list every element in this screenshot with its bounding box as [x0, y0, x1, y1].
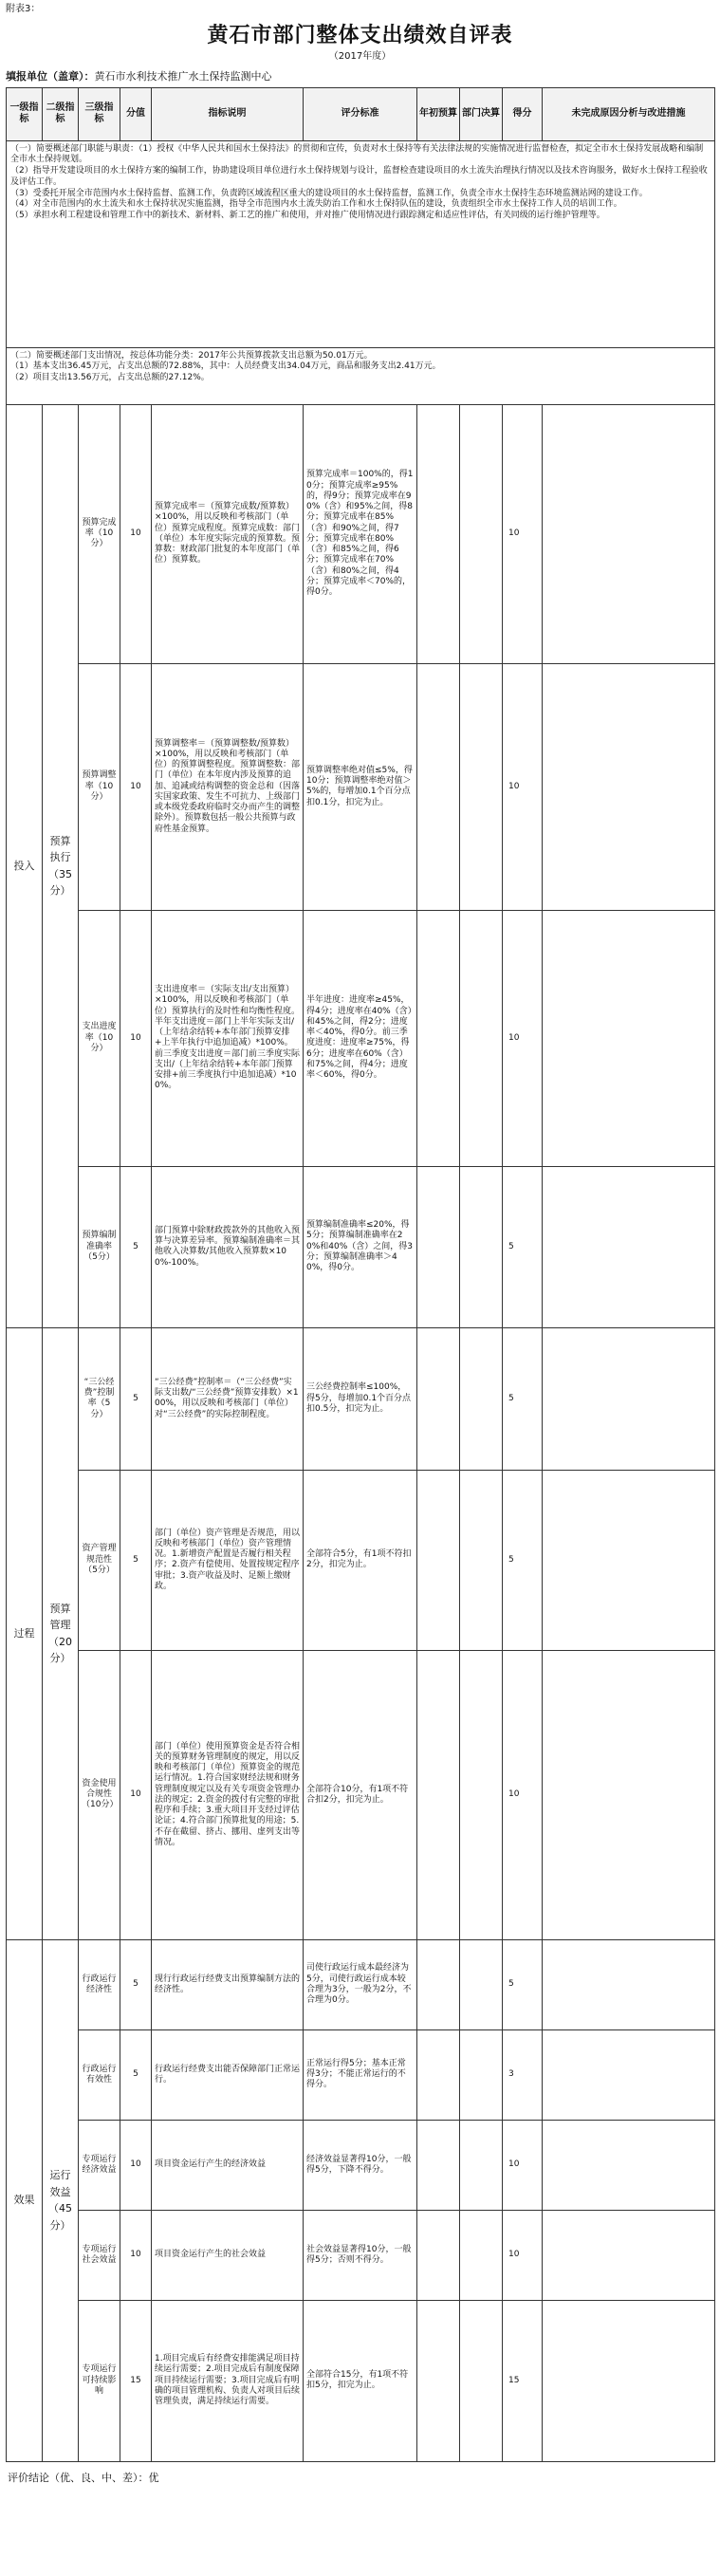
evaluation-table — [6, 87, 715, 2462]
analysis-cell — [543, 1470, 715, 1650]
indicator-name: 预算完成率（10分） — [79, 404, 120, 663]
final-account-cell — [460, 910, 503, 1166]
analysis-cell — [543, 2120, 715, 2210]
indicator-name: 专项运行可持续影响 — [79, 2300, 120, 2461]
final-account-cell — [460, 1939, 503, 2029]
indicator-name: 行政运行有效性 — [79, 2029, 120, 2120]
indicator-name: 资产管理规范性（5分） — [79, 1470, 120, 1650]
table-row — [7, 1470, 715, 1650]
indicator-score: 5 — [120, 1470, 152, 1650]
indicator-score: 5 — [120, 1327, 152, 1470]
initial-budget-cell — [417, 1939, 460, 2029]
indicator-score: 10 — [120, 910, 152, 1166]
table-row — [7, 1327, 715, 1470]
final-account-cell — [460, 2029, 503, 2120]
header-final-account: 部门决算 — [460, 87, 503, 140]
indicator-score: 10 — [120, 2210, 152, 2300]
scoring-standard: 半年进度：进度率≥45%，得4分；进度率在40%（含）和45%之间，得2分；进度率＜40%，得0分。前三季度进度：进度率≥75%，得6分；进度率在60%（含）和75%之间，得4分；进度率＜60%，得0分。 — [304, 910, 417, 1166]
scoring-standard: 司使行政运行成本最经济为5分，司使行政运行成本较合理为3分，一般为2分，不合理为0分。 — [304, 1939, 417, 2029]
indicator-description: 1.项目完成后有经费安排能满足项目持续运行需要；2.项目完成后有制度保障项目持续运行需要；3.项目完成后有明确的项目管理机构、负责人对项目后续管理负责，满足持续运行需要。 — [152, 2300, 304, 2461]
indicator-description: 部门（单位）使用预算资金是否符合相关的预算财务管理制度的规定，用以反映和考核部门（单位）预算资金的规范运行情况。1.符合国家财经法规和财务管理制度规定以及有关专项资金管理办法的规定；2.资金的拨付有完整的审批程序和手续；3.重大项目开支经过评估论证；4.符合部门预算批复的用途；5.不存在截留、挤占、挪用、虚列支出等情况。 — [152, 1650, 304, 1939]
final-account-cell — [460, 663, 503, 910]
final-account-cell — [460, 1327, 503, 1470]
initial-budget-cell — [417, 2029, 460, 2120]
final-account-cell — [460, 404, 503, 663]
budget-line: （二）简要概述部门支出情况，按总体功能分类：2017年公共预算拨款支出总额为50.01万元。 — [10, 350, 373, 361]
indicator-name: 支出进度率（10分） — [79, 910, 120, 1166]
final-account-cell — [460, 2120, 503, 2210]
table-row — [7, 2300, 715, 2461]
result-score: 10 — [503, 1650, 543, 1939]
scoring-standard: 全部符合15分，有1项不符扣5分，扣完为止。 — [304, 2300, 417, 2461]
final-account-cell — [460, 1650, 503, 1939]
reporting-unit-value: 黄石市水利技术推广水土保持监测中心 — [94, 70, 272, 83]
indicator-score: 5 — [120, 2029, 152, 2120]
result-score: 3 — [503, 2029, 543, 2120]
duties-line: （4）对全市范围内的水土流失和水土保持状况实施监测，指导全市范围内水土流失防治工作和水土保持队伍的建设，负责组织全市水土保持工作人员的培训工作。 — [10, 199, 622, 210]
indicator-description: 预算调整率＝（预算调整数/预算数）×100%，用以反映和考核部门（单位）的预算调整程度。预算调整数：部门（单位）在本年度内涉及预算的追加、追减或结构调整的资金总和（因落实国家政策、发生不可抗力、上级部门或本级党委政府临时交办而产生的调整除外）。预算数包括一般公共预算与政府性基金预算。 — [152, 663, 304, 910]
final-account-cell — [460, 1470, 503, 1650]
table-row — [7, 2029, 715, 2120]
analysis-cell — [543, 404, 715, 663]
result-score: 5 — [503, 1166, 543, 1327]
initial-budget-cell — [417, 1166, 460, 1327]
initial-budget-cell — [417, 1327, 460, 1470]
scoring-standard: 三公经费控制率≤100%，得5分，每增加0.1个百分点扣0.5分，扣完为止。 — [304, 1327, 417, 1470]
indicator-name: 行政运行经济性 — [79, 1939, 120, 2029]
page-title: 黄石市部门整体支出绩效自评表 — [207, 23, 513, 47]
reporting-unit-label: 填报单位（盖章）： — [6, 70, 95, 83]
scoring-standard: 预算编制准确率≤20%，得5分；预算编制准确率在20%和40%（含）之间，得3分；预算编制准确率＞40%，得0分。 — [304, 1166, 417, 1327]
result-score: 10 — [503, 2210, 543, 2300]
level2-operating-benefit: 运行效益（45分） — [43, 1939, 79, 2461]
initial-budget-cell — [417, 404, 460, 663]
analysis-cell — [543, 1327, 715, 1470]
table-header-row — [7, 87, 715, 140]
report-year: （2017年度） — [328, 50, 392, 62]
duties-line: （一）简要概述部门职能与职责：（1）授权《中华人民共和国水土保持法》的贯彻和宣传，负责对水土保持等有关法律法规的实施情况进行监督检查，拟定全市水土保持发展战略和编制全市水土保持规划。 — [10, 143, 704, 165]
table-row — [7, 1939, 715, 2029]
initial-budget-cell — [417, 1650, 460, 1939]
initial-budget-cell — [417, 910, 460, 1166]
indicator-description: 项目资金运行产生的社会效益 — [152, 2210, 304, 2300]
indicator-description: 现行行政运行经费支出预算编制方法的经济性。 — [152, 1939, 304, 2029]
indicator-score: 10 — [120, 404, 152, 663]
result-score: 10 — [503, 2120, 543, 2210]
level2-budget-execution: 预算执行（35分） — [43, 404, 79, 1327]
indicator-name: “三公经费”控制率（5分） — [79, 1327, 120, 1470]
header-level3: 三级指标 — [79, 87, 120, 140]
attachment-label: 附表3： — [6, 4, 41, 14]
analysis-cell — [543, 2300, 715, 2461]
analysis-cell — [543, 910, 715, 1166]
indicator-name: 预算编制准确率（5分） — [79, 1166, 120, 1327]
budget-line: （1）基本支出36.45万元，占支出总额的72.88%，其中：人员经费支出34.04万元，商品和服务支出2.41万元。 — [10, 361, 441, 372]
indicator-description: 部门预算中除财政拨款外的其他收入预算与决算差异率。预算编制准确率＝其他收入决算数/其他收入预算数×100%-100%。 — [152, 1166, 304, 1327]
header-standard: 评分标准 — [304, 87, 417, 140]
duties-line: （5）承担水利工程建设和管理工作中的新技术、新材料、新工艺的推广和使用，并对推广使用情况进行跟踪测定和适应性评估，有关同级的运行维护管理等。 — [10, 210, 605, 220]
result-score: 5 — [503, 1939, 543, 2029]
result-score: 15 — [503, 2300, 543, 2461]
initial-budget-cell — [417, 2300, 460, 2461]
result-score: 5 — [503, 1327, 543, 1470]
indicator-score: 5 — [120, 1939, 152, 2029]
result-score: 5 — [503, 1470, 543, 1650]
final-account-cell — [460, 2210, 503, 2300]
reporting-unit — [6, 70, 714, 83]
result-score: 10 — [503, 404, 543, 663]
header-result-score: 得分 — [503, 87, 543, 140]
budget-summary-row — [7, 347, 715, 404]
table-row — [7, 2210, 715, 2300]
conclusion-label: 评价结论（优、良、中、差）： — [8, 2471, 149, 2484]
table-row — [7, 404, 715, 663]
scoring-standard: 经济效益显著得10分，一般得5分，下降不得分。 — [304, 2120, 417, 2210]
duties-line: （2）指导开发建设项目的水土保持方案的编制工作，协助建设项目单位进行水土保持规划与设计，监督检查建设项目的水土流失治理执行情况以及技术咨询服务，做好水土保持工程验收及评估工作。 — [10, 166, 708, 187]
level2-budget-management: 预算管理（20分） — [43, 1327, 79, 1939]
indicator-description: “三公经费”控制率＝（“三公经费”实际支出数/“三公经费”预算安排数）×100%，用以反映和考核部门（单位）对“三公经费”的实际控制程度。 — [152, 1327, 304, 1470]
header-level1: 一级指标 — [7, 87, 43, 140]
initial-budget-cell — [417, 1470, 460, 1650]
analysis-cell — [543, 2029, 715, 2120]
result-score: 10 — [503, 910, 543, 1166]
indicator-score: 5 — [120, 1166, 152, 1327]
scoring-standard: 全部符合5分，有1项不符扣2分，扣完为止。 — [304, 1470, 417, 1650]
initial-budget-cell — [417, 2210, 460, 2300]
duties-row — [7, 140, 715, 347]
level1-input: 投入 — [7, 404, 43, 1327]
header-level2: 二级指标 — [43, 87, 79, 140]
analysis-cell — [543, 1939, 715, 2029]
final-account-cell — [460, 2300, 503, 2461]
table-row — [7, 1166, 715, 1327]
evaluation-conclusion — [6, 2462, 714, 2485]
indicator-score: 10 — [120, 2120, 152, 2210]
scoring-standard: 社会效益显著得10分，一般得5分；否则不得分。 — [304, 2210, 417, 2300]
initial-budget-cell — [417, 663, 460, 910]
table-row — [7, 1650, 715, 1939]
indicator-name: 预算调整率（10分） — [79, 663, 120, 910]
indicator-name: 资金使用合规性（10分） — [79, 1650, 120, 1939]
table-row — [7, 663, 715, 910]
duties-cell — [7, 140, 715, 347]
scoring-standard: 预算调整率绝对值≤5%，得10分；预算调整率绝对值＞5%的，每增加0.1个百分点扣0.1分，扣完为止。 — [304, 663, 417, 910]
conclusion-value: 优 — [148, 2471, 159, 2484]
scoring-standard: 正常运行得5分；基本正常得3分；不能正常运行的不得分。 — [304, 2029, 417, 2120]
indicator-name: 专项运行经济效益 — [79, 2120, 120, 2210]
indicator-description: 行政运行经费支出能否保障部门正常运行。 — [152, 2029, 304, 2120]
initial-budget-cell — [417, 2120, 460, 2210]
analysis-cell — [543, 1166, 715, 1327]
result-score: 10 — [503, 663, 543, 910]
scoring-standard: 预算完成率＝100%的，得10分；预算完成率≥95%的，得9分；预算完成率在90%（含）和95%之间，得8分；预算完成率在85%（含）和90%之间，得7分；预算完成率在80%（含）和85%之间，得6分；预算完成率在70%（含）和80%之间，得4分；预算完成率＜70%的，得0分。 — [304, 404, 417, 663]
table-row — [7, 910, 715, 1166]
level1-effect: 效果 — [7, 1939, 43, 2461]
header-description: 指标说明 — [152, 87, 304, 140]
duties-line: （3）受委托开展全市范围内水土保持监督、监测工作，负责跨区域流程区重大的建设项目的水土保持监督，监测工作，负责全市水土保持生态环境监测站网的建设工作。 — [10, 188, 648, 198]
indicator-score: 10 — [120, 1650, 152, 1939]
indicator-description: 项目资金运行产生的经济效益 — [152, 2120, 304, 2210]
budget-summary-cell — [7, 347, 715, 404]
indicator-description: 预算完成率＝（预算完成数/预算数）×100%，用以反映和考核部门（单位）预算完成程度。预算完成数：部门（单位）本年度实际完成的预算数。预算数：财政部门批复的本年度部门（单位）预算数。 — [152, 404, 304, 663]
indicator-description: 部门（单位）资产管理是否规范，用以反映和考核部门（单位）资产管理情况。1.新增资产配置是否履行相关程序；2.资产有偿使用、处置按规定程序审批；3.资产收益及时、足额上缴财政。 — [152, 1470, 304, 1650]
header-score: 分值 — [120, 87, 152, 140]
header-analysis: 未完成原因分析与改进措施 — [543, 87, 715, 140]
final-account-cell — [460, 1166, 503, 1327]
indicator-score: 10 — [120, 663, 152, 910]
scoring-standard: 全部符合10分，有1项不符合扣2分，扣完为止。 — [304, 1650, 417, 1939]
indicator-description: 支出进度率＝（实际支出/支出预算）×100%，用以反映和考核部门（单位）预算执行的及时性和均衡性程度。半年支出进度＝部门上半年实际支出/（上年结余结转+本年部门预算安排+上半年执行中追加追减）*100%。前三季度支出进度＝部门前三季度实际支出/（上年结余结转+本年部门预算安排+前三季度执行中追加追减）*100%。 — [152, 910, 304, 1166]
budget-line: （2）项目支出13.56万元，占支出总额的27.12%。 — [10, 373, 210, 383]
indicator-name: 专项运行社会效益 — [79, 2210, 120, 2300]
analysis-cell — [543, 1650, 715, 1939]
header-initial-budget: 年初预算 — [417, 87, 460, 140]
analysis-cell — [543, 663, 715, 910]
analysis-cell — [543, 2210, 715, 2300]
table-row — [7, 2120, 715, 2210]
indicator-score: 15 — [120, 2300, 152, 2461]
level1-process: 过程 — [7, 1327, 43, 1939]
